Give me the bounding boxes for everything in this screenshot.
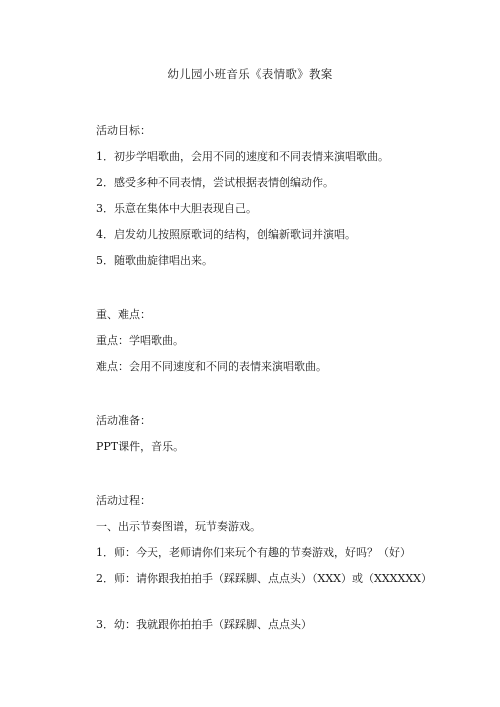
document-title: 幼儿园小班音乐《表情歌》教案: [167, 67, 333, 81]
goal-item-4: 4．启发幼儿按照原歌词的结构，创编新歌词并演唱。: [96, 228, 356, 241]
keypoint-focus: 重点：学唱歌曲。: [96, 334, 184, 347]
keypoints-heading: 重、难点：: [96, 308, 151, 321]
goal-item-3: 3．乐意在集体中大胆表现自己。: [96, 202, 257, 215]
preparation-content: PPT课件，音乐。: [96, 440, 185, 453]
process-step-3: 3．幼：我就跟你拍拍手（踩踩脚、点点头）: [96, 618, 312, 631]
process-heading: 活动过程：: [96, 494, 151, 507]
process-step-1: 1．师：今天，老师请你们来玩个有趣的节奏游戏，好吗？（好）: [96, 546, 411, 559]
goals-heading: 活动目标：: [96, 124, 151, 137]
keypoint-difficulty: 难点：会用不同速度和不同的表情来演唱歌曲。: [96, 360, 327, 373]
goal-item-2: 2．感受多种不同表情，尝试根据表情创编动作。: [96, 176, 334, 189]
goal-item-5: 5．随歌曲旋律唱出来。: [96, 254, 213, 267]
goal-item-1: 1．初步学唱歌曲，会用不同的速度和不同表情来演唱歌曲。: [96, 150, 389, 163]
preparation-heading: 活动准备：: [96, 414, 151, 427]
process-section-1: 一、出示节奏图谱，玩节奏游戏。: [96, 520, 261, 533]
process-step-2: 2．师：请你跟我拍拍手（踩踩脚、点点头）（XXX）或（XXXXXX）: [96, 572, 432, 585]
